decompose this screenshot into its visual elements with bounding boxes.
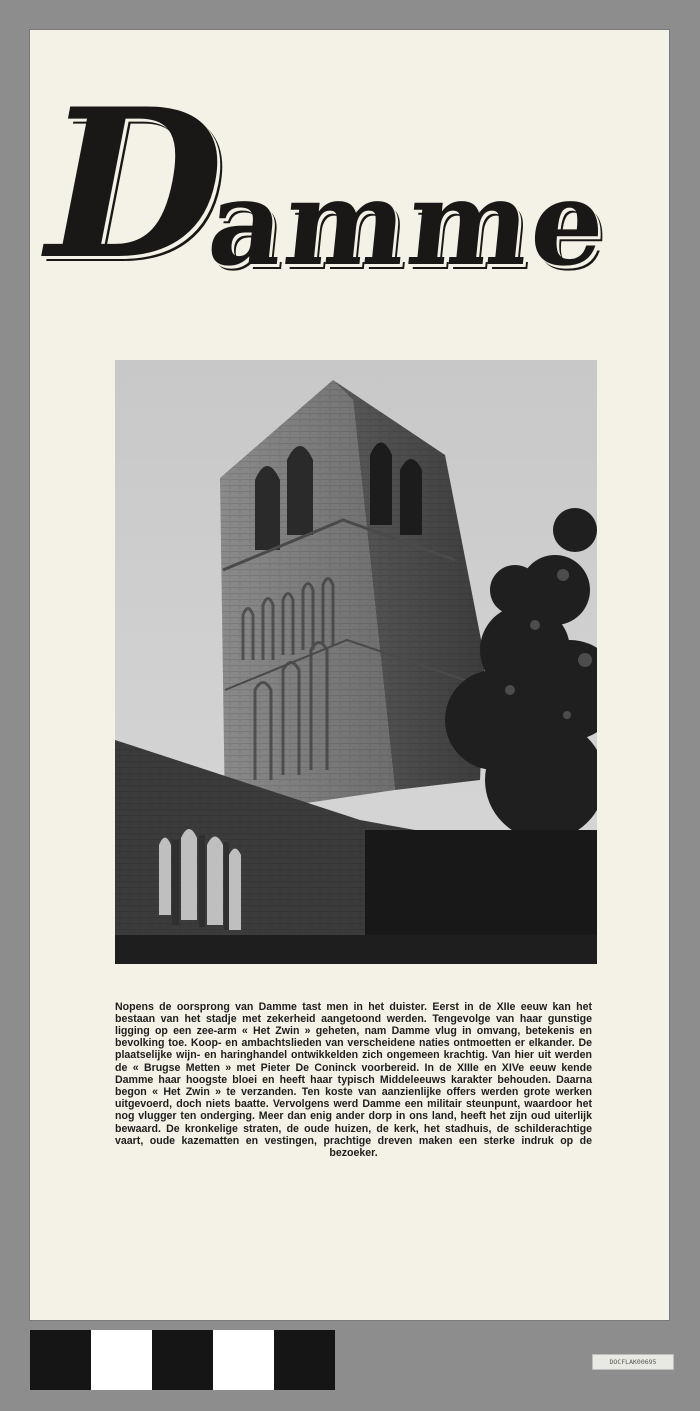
- colorbar-swatch: [91, 1330, 152, 1390]
- colorbar-swatch: [274, 1330, 335, 1390]
- church-tower-photo: [115, 360, 597, 964]
- body-paragraph: Nopens de oorsprong van Damme tast men in het duister. Eerst in de XIIe eeuw kan het bestaan van het stadje met zekerheid aangetoond werden. Tengevolge van haar gunstige ligging op een zee-arm « Het Zwin » geheten, nam Damme vlug in omvang, betekenis en bevolking toe. Koop- en ambachtslieden van verscheidene naties ontmoetten er elkander. De plaatselijke wijn- en haringhandel ontwikkelden zich ongemeen krachtig. Van hier uit werden de « Brugse Metten » met Pieter De Coninck voorbereid. In de XIIIe en XIVe eeuw kende Damme haar hoogste bloei en heeft haar typisch Middeleeuws karakter behouden. Daarna begon « Het Zwin » te verzanden. Ten koste van aanzienlijke offers werden grote werken uitgevoerd, doch niets baatte. Vervolgens werd Damme een militair steunpunt, waardoor het nog vlugger ten onderging. Meer dan enig ander dorp in ons land, heeft het zijn oud uiterlijk bewaard. De kronkelige straten, de oude huizen, de kerk, het stadhuis, de schilderachtige vaart, oude kazematten en vestingen, prachtige dreven maken een sterke indruk op de bezoeker.: [115, 1000, 592, 1160]
- scan-color-bar: [30, 1330, 335, 1390]
- title-rest: amme: [202, 153, 614, 292]
- colorbar-swatch: [152, 1330, 213, 1390]
- colorbar-swatch: [213, 1330, 274, 1390]
- page-title: [46, 65, 666, 320]
- colorbar-swatch: [30, 1330, 91, 1390]
- title-initial-letter: D: [46, 65, 224, 305]
- scan-reference-label: DOCFLAK00695: [592, 1354, 674, 1370]
